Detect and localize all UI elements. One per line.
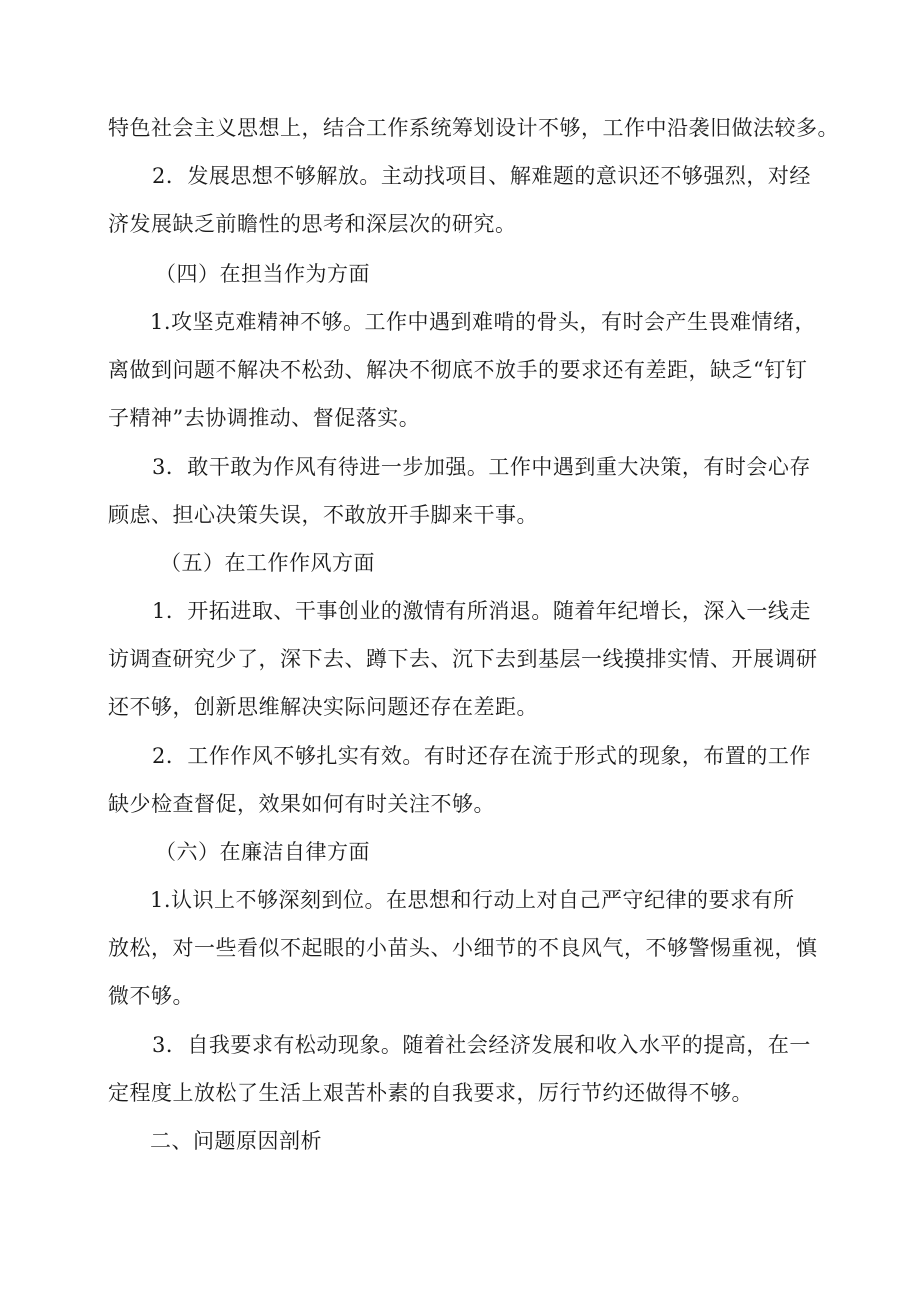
paragraph-line: 济发展缺乏前瞻性的思考和深层次的研究。 (108, 212, 517, 236)
paragraph-line: 特色社会主义思想上，结合工作系统筹划设计不够，工作中沿袭旧做法较多。 (108, 116, 839, 140)
paragraph-line: 3．自我要求有松动现象。随着社会经济发展和收入水平的提高，在一 (152, 1033, 811, 1057)
paragraph-line: 2．工作作风不够扎实有效。有时还存在流于形式的现象，布置的工作 (152, 744, 811, 768)
paragraph-line: 访调查研究少了，深下去、蹲下去、沉下去到基层一线摸排实情、开展调研 (108, 647, 818, 671)
paragraph-line: 还不够，创新思维解决实际问题还存在差距。 (108, 695, 538, 719)
chapter-heading: 二、问题原因剖析 (150, 1129, 322, 1153)
section-heading: （六）在廉洁自律方面 (155, 840, 370, 864)
paragraph-line: 3．敢干敢为作风有待进一步加强。工作中遇到重大决策，有时会心存 (152, 455, 811, 479)
paragraph-line: 顾虑、担心决策失误，不敢放开手脚来干事。 (108, 503, 538, 527)
paragraph-line: 1.攻坚克难精神不够。工作中遇到难啃的骨头，有时会产生畏难情绪， (150, 310, 817, 334)
paragraph-line: 2．发展思想不够解放。主动找项目、解难题的意识还不够强烈，对经 (152, 164, 811, 188)
paragraph-line: 子精神”去协调推动、督促落实。 (108, 406, 421, 430)
paragraph-line: 微不够。 (108, 984, 194, 1008)
paragraph-line: 缺少检查督促，效果如何有时关注不够。 (108, 792, 495, 816)
paragraph-line: 1．开拓进取、干事创业的激情有所消退。随着年纪增长，深入一线走 (152, 599, 811, 623)
paragraph-line: 放松，对一些看似不起眼的小苗头、小细节的不良风气，不够警惕重视，慎 (108, 936, 818, 960)
paragraph-line: 离做到问题不解决不松劲、解决不彻底不放手的要求还有差距，缺乏“钉钉 (108, 358, 808, 382)
section-heading: （四）在担当作为方面 (155, 262, 370, 286)
paragraph-line: 1.认识上不够深刻到位。在思想和行动上对自己严守纪律的要求有所 (150, 888, 795, 912)
paragraph-line: 定程度上放松了生活上艰苦朴素的自我要求，厉行节约还做得不够。 (108, 1081, 753, 1105)
section-heading: （五）在工作作风方面 (160, 551, 375, 575)
